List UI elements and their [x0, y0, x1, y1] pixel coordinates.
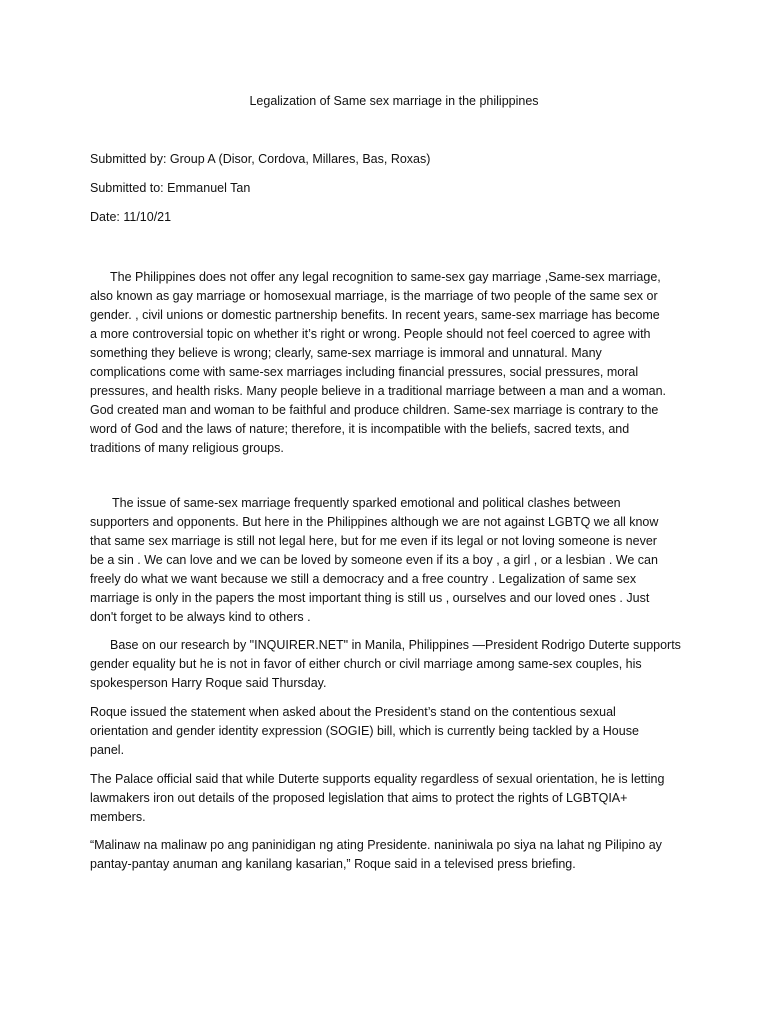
paragraph-line: complications come with same-sex marriages including financial pressures, social pressures, moral — [90, 365, 639, 379]
paragraph-3 — [90, 636, 690, 693]
paragraph-6 — [90, 836, 690, 874]
paragraph-line: supporters and opponents. But here in the Philippines although we are not against LGBTQ we all know — [90, 515, 659, 529]
paragraph-line: lawmakers iron out details of the proposed legislation that aims to protect the rights of LGBTQIA+ — [90, 791, 628, 805]
paragraph-2 — [90, 494, 690, 627]
paragraph-line: gender equality but he is not in favor of either church or civil marriage among same-sex couples, his — [90, 657, 642, 671]
paragraph-line: something they believe is wrong; clearly, same-sex marriage is immoral and unnatural. Many — [90, 346, 602, 360]
paragraph-line: members. — [90, 810, 146, 824]
paragraph-line: The issue of same-sex marriage frequently sparked emotional and political clashes between — [112, 496, 621, 510]
paragraph-1 — [90, 268, 690, 458]
paragraph-line: freely do what we want because we still a democracy and a free country . Legalization of same sex — [90, 572, 637, 586]
paragraph-line: marriage is only in the papers the most important thing is still us , ourselves and our loved ones . Just — [90, 591, 650, 605]
paragraph-line: be a sin . We can love and we can be loved by someone even if its a boy , a girl , or a lesbian . We can — [90, 553, 658, 567]
paragraph-line: a more controversial topic on whether it’s right or wrong. People should not feel coerced to agree with — [90, 327, 651, 341]
paragraph-line: Base on our research by "INQUIRER.NET" in Manila, Philippines —President Rodrigo Duterte supports — [110, 638, 681, 652]
paragraph-line: also known as gay marriage or homosexual marriage, is the marriage of two people of the same sex or — [90, 289, 658, 303]
paragraph-line: The Philippines does not offer any legal recognition to same-sex gay marriage ,Same-sex marriage, — [110, 270, 661, 284]
document-title: Legalization of Same sex marriage in the philippines — [249, 94, 539, 108]
paragraph-line: gender. , civil unions or domestic partnership benefits. In recent years, same-sex marriage has become — [90, 308, 660, 322]
paragraph-4 — [90, 703, 690, 760]
paragraph-line: pressures, and health risks. Many people believe in a traditional marriage between a man and a woman. — [90, 384, 667, 398]
paragraph-line: word of God and the laws of nature; therefore, it is incompatible with the beliefs, sacred texts, and — [90, 422, 630, 436]
paragraph-line: pantay-pantay anuman ang kanilang kasarian,” Roque said in a televised press briefing. — [90, 857, 576, 871]
paragraph-line: don't forget to be always kind to others . — [90, 610, 311, 624]
paragraph-line: panel. — [90, 743, 125, 757]
paragraph-line: The Palace official said that while Duterte supports equality regardless of sexual orientation, he is letting — [90, 772, 665, 786]
document-date: Date: 11/10/21 — [90, 210, 172, 224]
submitted-by: Submitted by: Group A (Disor, Cordova, Millares, Bas, Roxas) — [90, 152, 431, 166]
paragraph-5 — [90, 770, 690, 827]
submitted-to: Submitted to: Emmanuel Tan — [90, 181, 251, 195]
paragraph-line: God created man and woman to be faithful and produce children. Same-sex marriage is contrary to the — [90, 403, 659, 417]
paragraph-line: spokesperson Harry Roque said Thursday. — [90, 676, 327, 690]
paragraph-line: that same sex marriage is still not legal here, but for me even if its legal or not loving someone is never — [90, 534, 657, 548]
paragraph-line: traditions of many religious groups. — [90, 441, 284, 455]
paragraph-line: orientation and gender identity expression (SOGIE) bill, which is currently being tackled by a House — [90, 724, 639, 738]
paragraph-line: “Malinaw na malinaw po ang paninidigan ng ating Presidente. naniniwala po siya na lahat ng Pilipino ay — [90, 838, 662, 852]
paragraph-line: Roque issued the statement when asked about the President’s stand on the contentious sexual — [90, 705, 616, 719]
